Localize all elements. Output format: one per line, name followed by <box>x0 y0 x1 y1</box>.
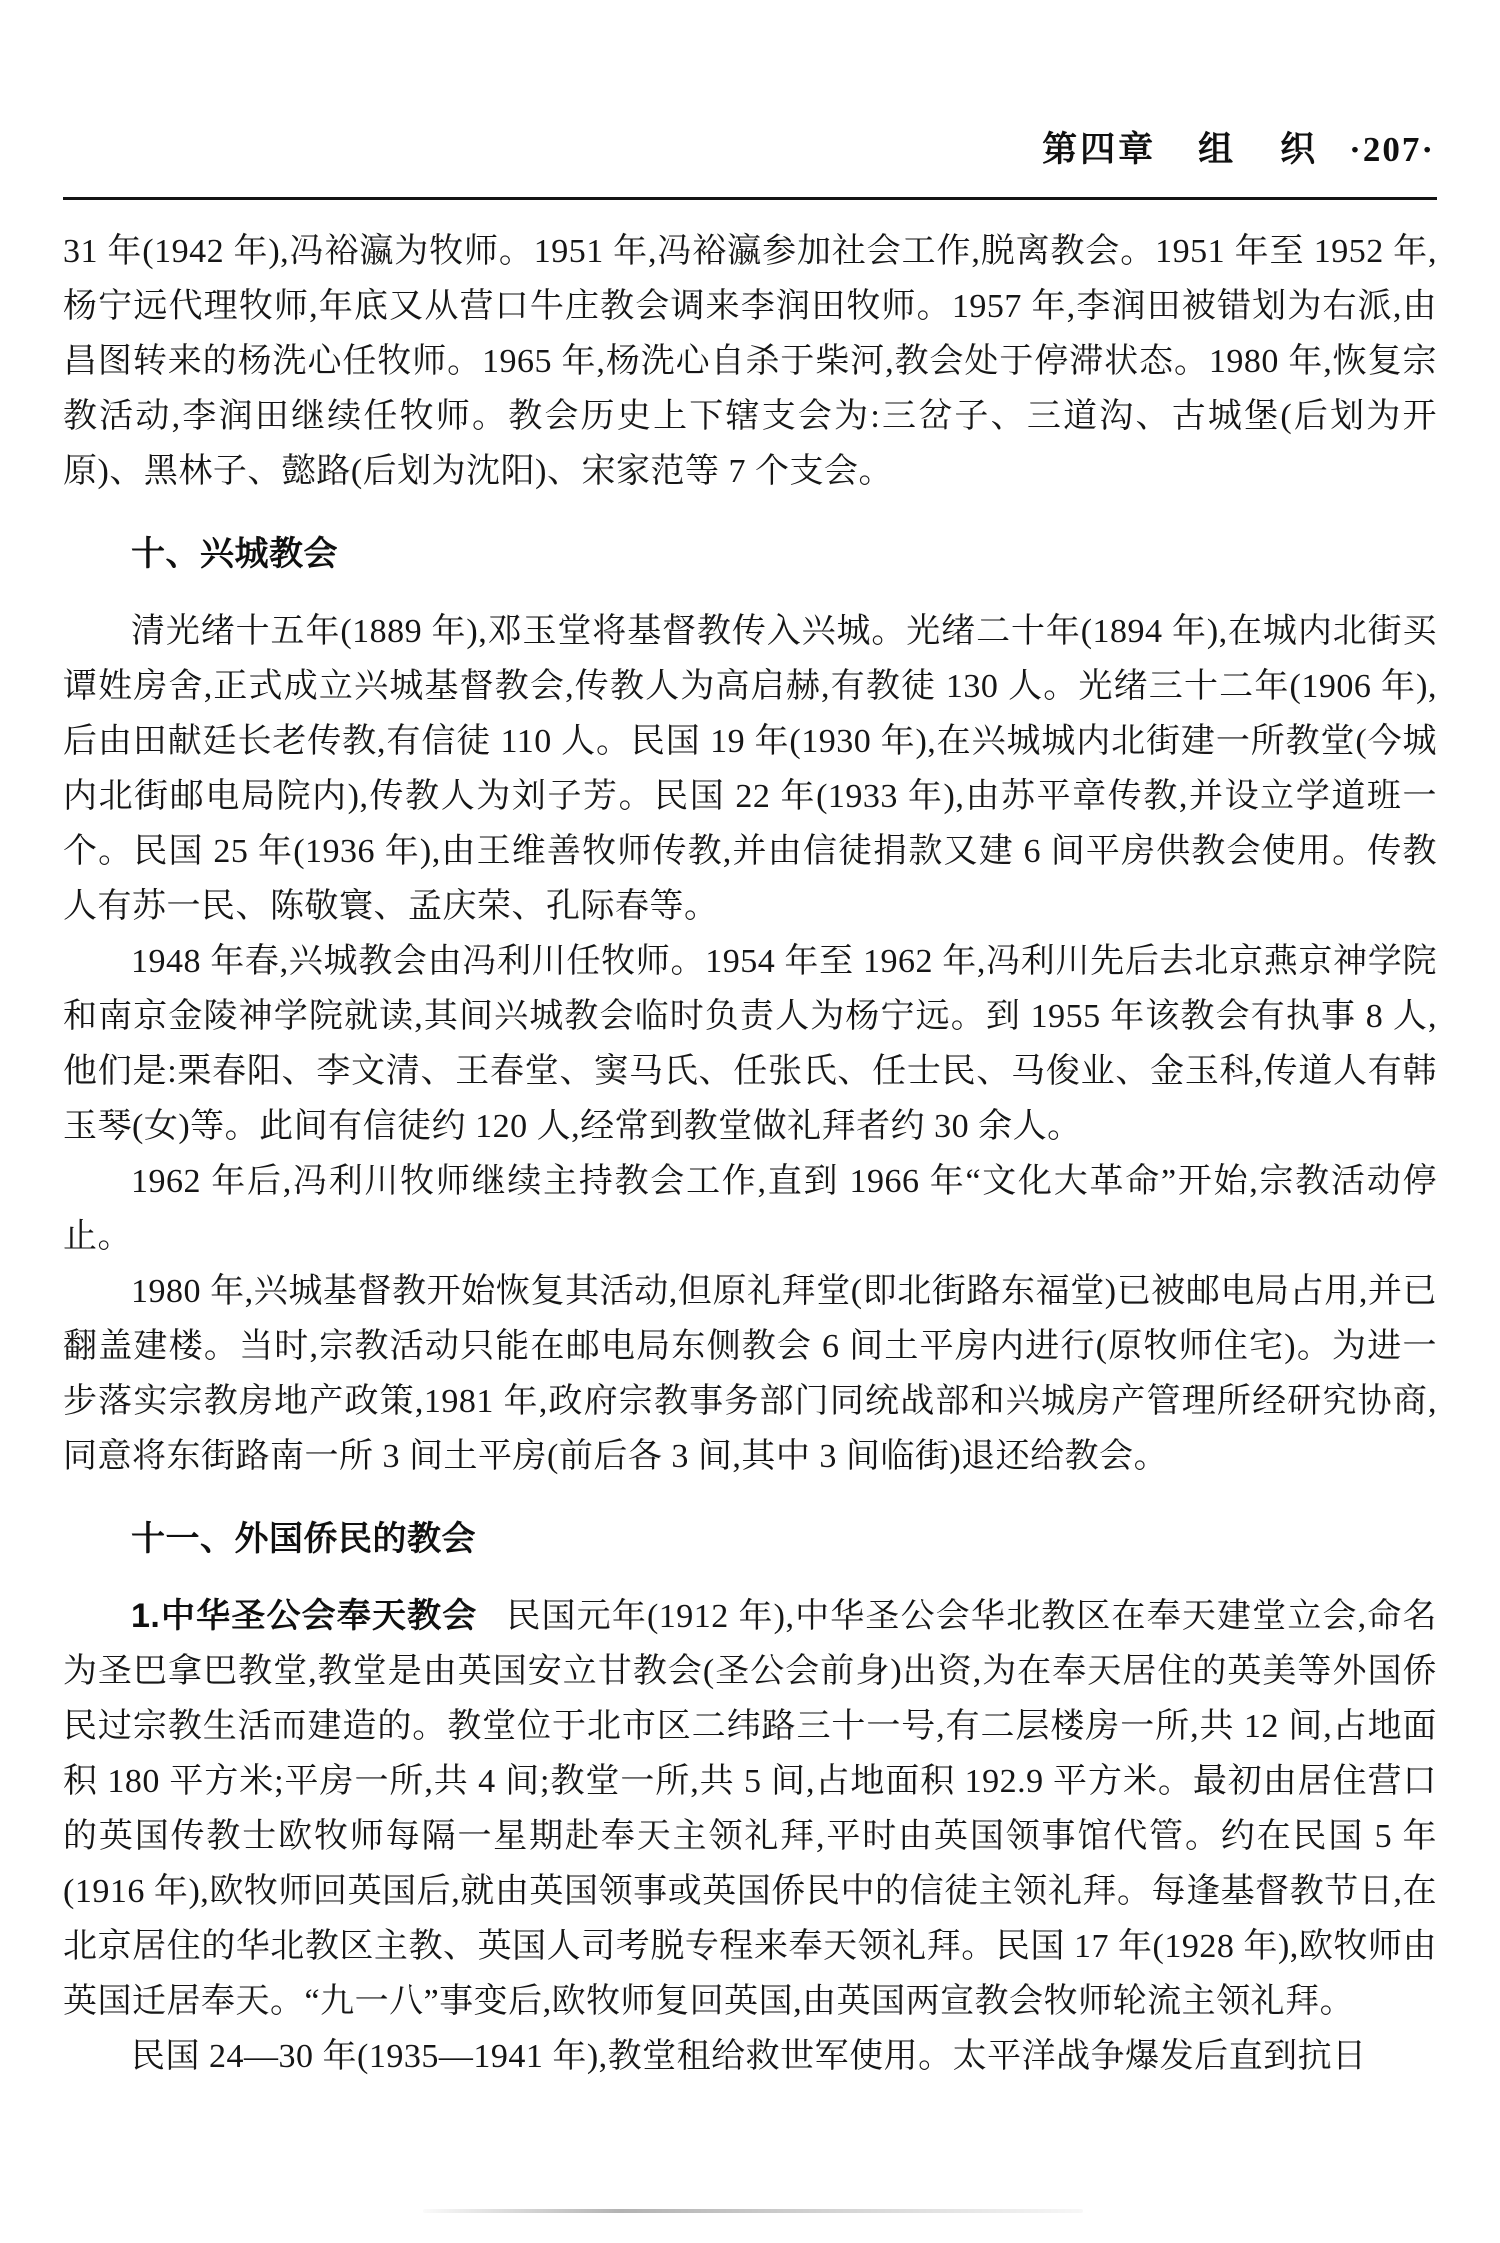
page-number: ·207· <box>1349 130 1435 169</box>
paragraph-with-lead <box>63 1589 1437 2029</box>
book-page <box>63 0 1437 2243</box>
running-head <box>1042 130 1435 170</box>
paragraph-continuation: 31 年(1942 年),冯裕瀛为牧师。1951 年,冯裕瀛参加社会工作,脱离教会。1951 年至 1952 年,杨宁远代理牧师,年底又从营口牛庄教会调来李润田牧师。1957 年,李润田被错划为右派,由昌图转来的杨洗心任牧师。1965 年,杨洗心自杀于柴河,教会处于停滞状态。1980 年,恢复宗教活动,李润田继续任牧师。教会历史上下辖支会为:三岔子、三道沟、古城堡(后划为开原)、黑林子、懿路(后划为沈阳)、宋家范等 7 个支会。 <box>63 233 1438 490</box>
page-body <box>63 224 1437 2084</box>
subsection-title: 1.中华圣公会奉天教会 <box>131 1597 478 1635</box>
paragraph: 1980 年,兴城基督教开始恢复其活动,但原礼拜堂(即北街路东福堂)已被邮电局占用,并已翻盖建楼。当时,宗教活动只能在邮电局东侧教会 6 间土平房内进行(原牧师住宅)。为进一步落实宗教房地产政策,1981 年,政府宗教事务部门同统战部和兴城房产管理所经研究协商,同意将东街路南一所 3 间土平房(前后各 3 间,其中 3 间临街)退还给教会。 <box>63 1273 1437 1475</box>
paragraph: 清光绪十五年(1889 年),邓玉堂将基督教传入兴城。光绪二十年(1894 年),在城内北街买谭姓房舍,正式成立兴城基督教会,传教人为高启赫,有教徒 130 人。光绪三十二年(1906 年),后由田献廷长老传教,有信徒 110 人。民国 19 年(1930 年),在兴城城内北街建一所教堂(今城内北街邮电局院内),传教人为刘子芳。民国 22 年(1933 年),由苏平章传教,并设立学道班一个。民国 25 年(1936 年),由王维善牧师传教,并由信徒捐款又建 6 间平房供教会使用。传教人有苏一民、陈敬寰、孟庆荣、孔际春等。 <box>63 613 1437 925</box>
paragraph: 1948 年春,兴城教会由冯利川任牧师。1954 年至 1962 年,冯利川先后去北京燕京神学院和南京金陵神学院就读,其间兴城教会临时负责人为杨宁远。到 1955 年该教会有执事 8 人,他们是:栗春阳、李文清、王春堂、窦马氏、任张氏、任士民、马俊业、金玉科,传道人有韩玉琴(女)等。此间有信徒约 120 人,经常到教堂做礼拜者约 30 余人。 <box>63 943 1437 1145</box>
header-rule <box>63 197 1437 200</box>
section-heading-ten: 十、兴城教会 <box>131 535 338 573</box>
section-label: 组 织 <box>1198 130 1322 169</box>
scan-artifact-line <box>423 2209 1083 2213</box>
section-heading-eleven: 十一、外国侨民的教会 <box>131 1520 476 1558</box>
paragraph: 1962 年后,冯利川牧师继续主持教会工作,直到 1966 年“文化大革命”开始,宗教活动停止。 <box>63 1163 1437 1255</box>
paragraph-text: 民国元年(1912 年),中华圣公会华北教区在奉天建堂立会,命名为圣巴拿巴教堂,教堂是由英国安立甘教会(圣公会前身)出资,为在奉天居住的英美等外国侨民过宗教生活而建造的。教堂位于北市区二纬路三十一号,有二层楼房一所,共 12 间,占地面积 180 平方米;平房一所,共 4 间;教堂一所,共 5 间,占地面积 192.9 平方米。最初由居住营口的英国传教士欧牧师每隔一星期赴奉天主领礼拜,平时由英国领事馆代管。约在民国 5 年(1916 年),欧牧师回英国后,就由英国领事或英国侨民中的信徒主领礼拜。每逢基督教节日,在北京居住的华北教区主教、英国人司考脱专程来奉天领礼拜。民国 17 年(1928 年),欧牧师由英国迁居奉天。“九一八”事变后,欧牧师复回英国,由英国两宣教会牧师轮流主领礼拜。 <box>63 1598 1437 2020</box>
chapter-label: 第四章 <box>1042 130 1157 169</box>
paragraph: 民国 24—30 年(1935—1941 年),教堂租给救世军使用。太平洋战争爆发后直到抗日 <box>131 2038 1367 2075</box>
